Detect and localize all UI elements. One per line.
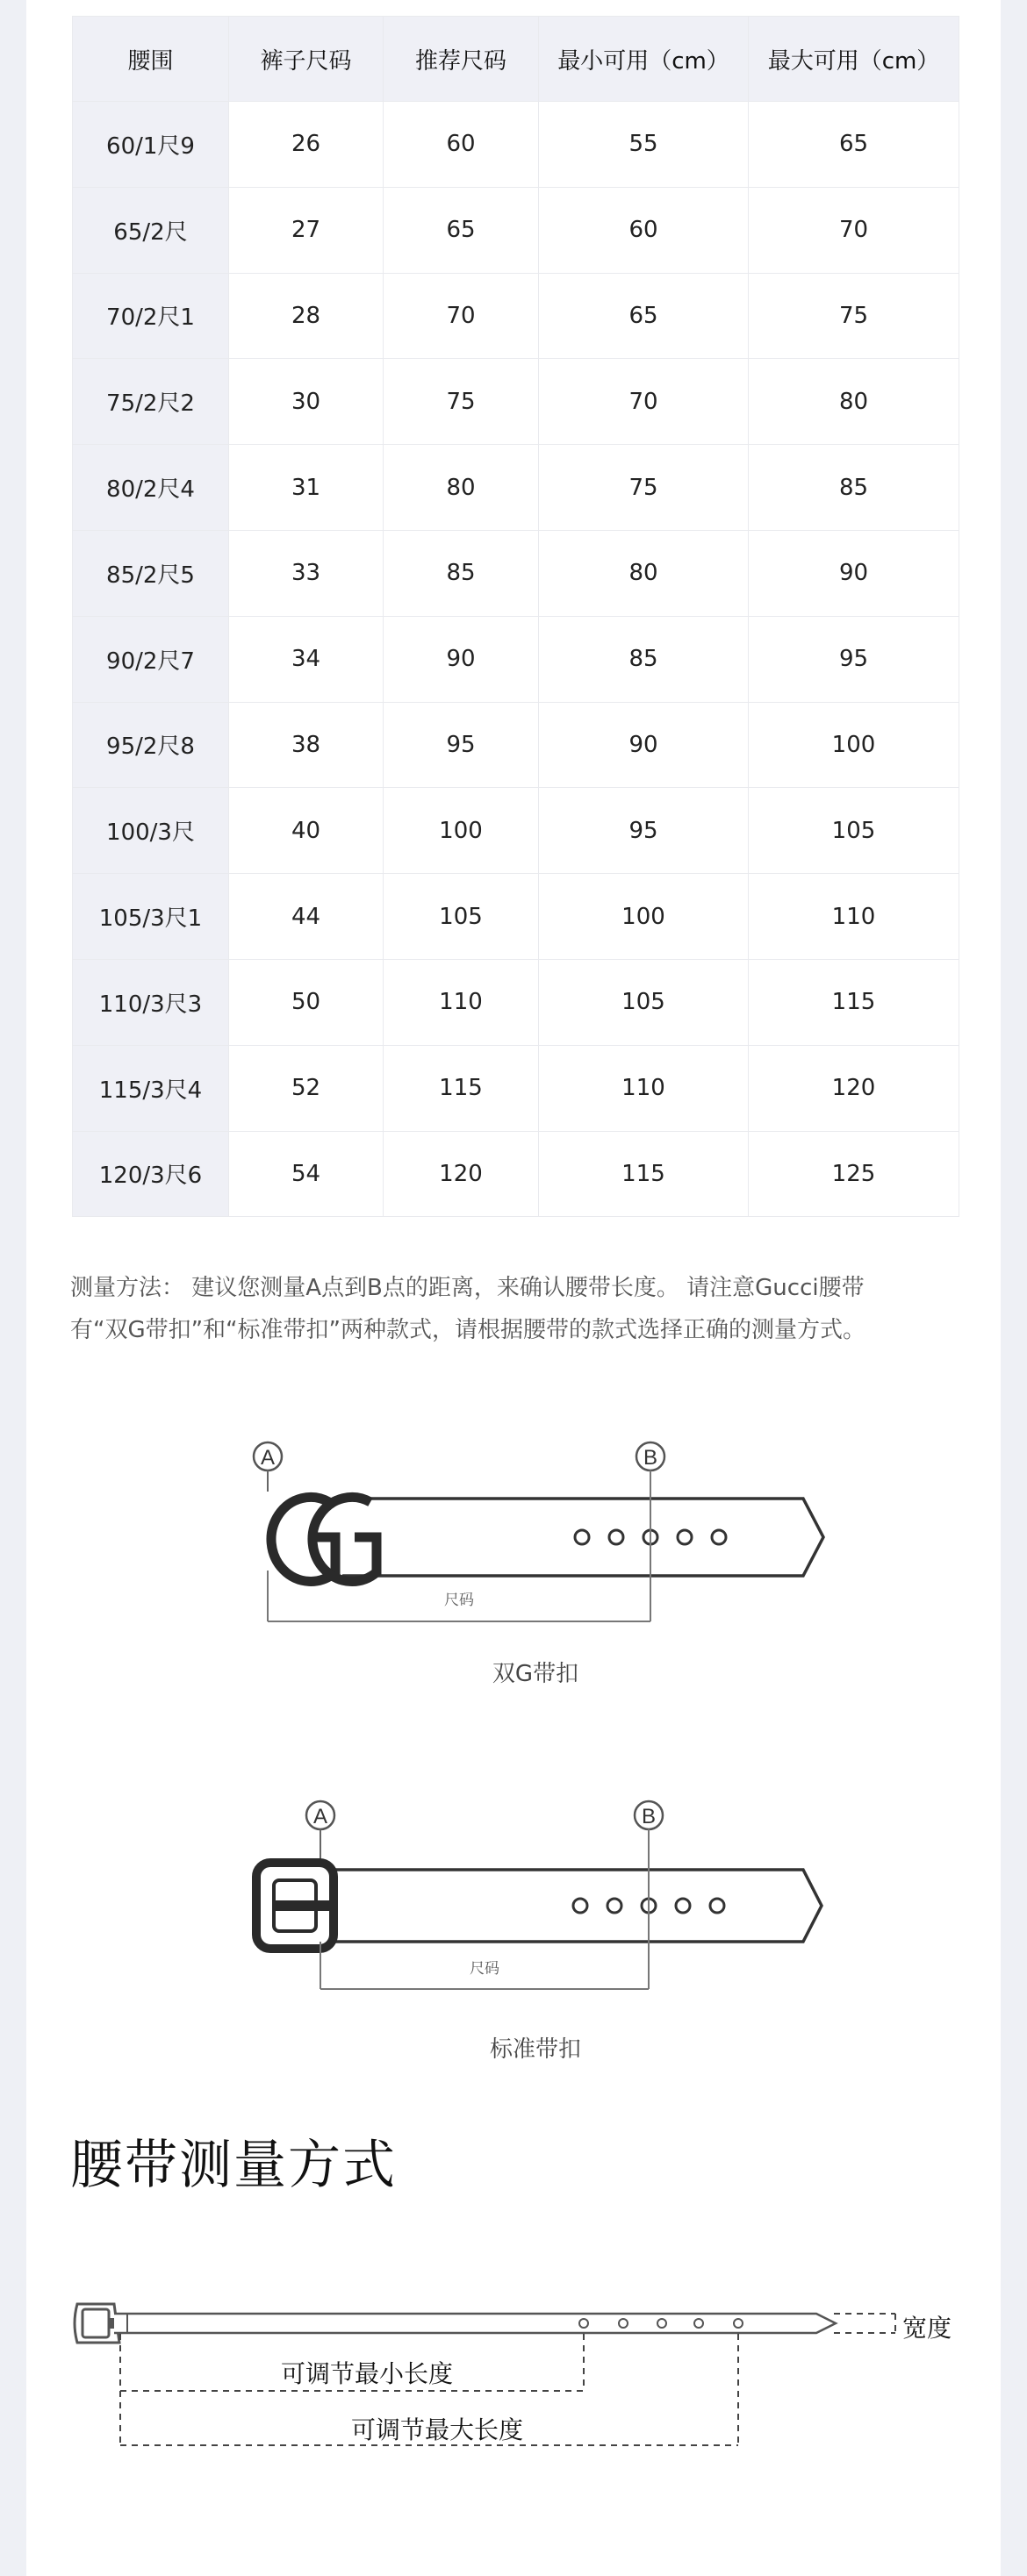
table-cell: 100: [749, 702, 959, 788]
table-cell: 30: [229, 359, 384, 445]
table-cell: 70: [749, 187, 959, 273]
table-cell: 120: [749, 1045, 959, 1131]
table-cell: 105: [539, 959, 749, 1045]
table-cell: 65/2尺: [73, 187, 229, 273]
table-cell: 34: [229, 616, 384, 702]
table-cell: 110: [384, 959, 539, 1045]
table-cell: 90: [384, 616, 539, 702]
table-cell: 100: [384, 788, 539, 874]
note-line-1: 测量方法： 建议您测量A点到B点的距离，来确认腰带长度。 请注意Gucci腰带: [70, 1275, 865, 1301]
table-cell: 50: [229, 959, 384, 1045]
column-header: 裤子尺码: [229, 17, 384, 102]
standard-buckle-caption: 标准带扣: [489, 2036, 581, 2063]
table-cell: 110: [749, 874, 959, 960]
table-cell: 65: [539, 273, 749, 359]
table-cell: 115: [539, 1131, 749, 1217]
table-cell: 120/3尺6: [73, 1131, 229, 1217]
belt-strap: [114, 2314, 836, 2333]
table-cell: 44: [229, 874, 384, 960]
belt-measure-diagram: [26, 0, 1001, 2576]
table-cell: 95: [384, 702, 539, 788]
table-cell: 105/3尺1: [73, 874, 229, 960]
table-cell: 100/3尺: [73, 788, 229, 874]
table-cell: 54: [229, 1131, 384, 1217]
size-label: 尺码: [444, 1592, 474, 1609]
column-header: 腰围: [73, 17, 229, 102]
table-cell: 31: [229, 445, 384, 531]
table-cell: 125: [749, 1131, 959, 1217]
table-cell: 26: [229, 102, 384, 188]
width-label: 宽度: [902, 2314, 952, 2343]
table-cell: 70/2尺1: [73, 273, 229, 359]
gg-buckle-caption: 双G带扣: [492, 1661, 579, 1687]
table-cell: 90: [749, 530, 959, 616]
table-cell: 80: [384, 445, 539, 531]
table-cell: 75: [749, 273, 959, 359]
table-cell: 60: [384, 102, 539, 188]
table-cell: 105: [749, 788, 959, 874]
table-cell: 110/3尺3: [73, 959, 229, 1045]
table-cell: 65: [749, 102, 959, 188]
column-header: 最小可用（cm）: [539, 17, 749, 102]
table-cell: 95: [749, 616, 959, 702]
table-cell: 85: [384, 530, 539, 616]
table-cell: 75: [384, 359, 539, 445]
table-cell: 110: [539, 1045, 749, 1131]
table-cell: 60/1尺9: [73, 102, 229, 188]
table-cell: 90: [539, 702, 749, 788]
size-label: 尺码: [470, 1960, 499, 1978]
section-title: 腰带测量方式: [70, 2135, 397, 2196]
table-cell: 90/2尺7: [73, 616, 229, 702]
width-bracket: [834, 2314, 895, 2333]
column-header: 推荐尺码: [384, 17, 539, 102]
table-cell: 60: [539, 187, 749, 273]
table-cell: 65: [384, 187, 539, 273]
page: [26, 0, 1001, 2576]
point-a-label: A: [260, 1446, 276, 1470]
table-cell: 33: [229, 530, 384, 616]
min-length-label: 可调节最小长度: [281, 2359, 454, 2388]
table-cell: 115: [749, 959, 959, 1045]
table-cell: 95: [539, 788, 749, 874]
point-b-label: B: [641, 1805, 657, 1828]
table-cell: 80: [539, 530, 749, 616]
table-cell: 85: [539, 616, 749, 702]
table-cell: 85/2尺5: [73, 530, 229, 616]
table-cell: 75/2尺2: [73, 359, 229, 445]
table-cell: 38: [229, 702, 384, 788]
table-cell: 55: [539, 102, 749, 188]
table-cell: 40: [229, 788, 384, 874]
table-cell: 27: [229, 187, 384, 273]
table-cell: 28: [229, 273, 384, 359]
table-cell: 100: [539, 874, 749, 960]
column-header: 最大可用（cm）: [749, 17, 959, 102]
table-cell: 80: [749, 359, 959, 445]
table-cell: 80/2尺4: [73, 445, 229, 531]
table-cell: 70: [384, 273, 539, 359]
point-a-label: A: [312, 1805, 328, 1828]
table-cell: 85: [749, 445, 959, 531]
table-cell: 105: [384, 874, 539, 960]
table-cell: 120: [384, 1131, 539, 1217]
table-cell: 115/3尺4: [73, 1045, 229, 1131]
table-cell: 70: [539, 359, 749, 445]
table-cell: 52: [229, 1045, 384, 1131]
table-cell: 115: [384, 1045, 539, 1131]
max-length-label: 可调节最大长度: [351, 2415, 524, 2444]
table-cell: 75: [539, 445, 749, 531]
point-b-label: B: [643, 1446, 658, 1470]
note-line-2: 有“双G带扣”和“标准带扣”两种款式，请根据腰带的款式选择正确的测量方式。: [70, 1317, 866, 1343]
table-cell: 95/2尺8: [73, 702, 229, 788]
